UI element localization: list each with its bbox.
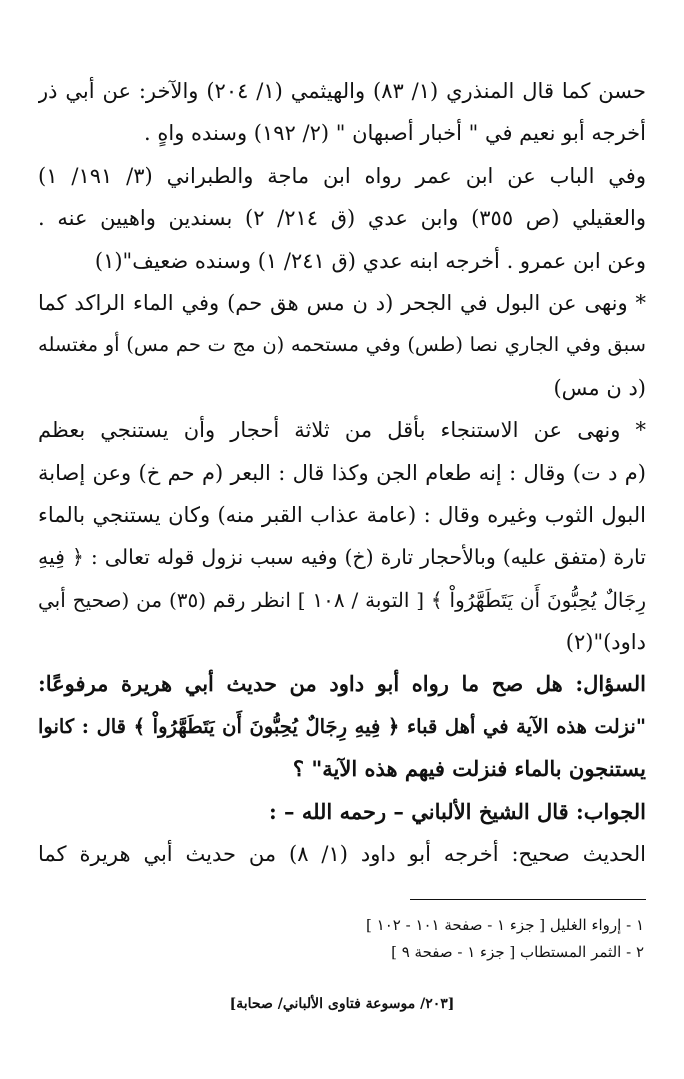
text-line: (م د ت) وقال : إنه طعام الجن وكذا قال : البعر (م حم خ) وعن إصابة xyxy=(38,460,646,485)
text-line: سبق وفي الجاري نصا (طس) وفي مستحمه (ن مج ت حم مس) أو مغتسله xyxy=(38,333,646,357)
text-line: "نزلت هذه الآية في أهل قباء ﴿ فِيهِ رِجَالٌ يُحِبُّونَ أَن يَتَطَهَّرُواْ ﴾ قال : كانوا xyxy=(38,714,646,738)
footnote: ١ - إرواء الغليل [ جزء ١ - صفحة ١٠١ - ١٠٢ ] xyxy=(366,916,644,934)
text-line: (د ن مس) xyxy=(553,375,646,400)
body-text xyxy=(38,70,646,875)
text-line: * ونهى عن الاستنجاء بأقل من ثلاثة أحجار وأن يستنجي بعظم xyxy=(38,418,646,443)
footnote-divider xyxy=(410,899,646,900)
page-footer: [٢٠٣/ موسوعة فتاوى الألباني/ صحابة] xyxy=(229,996,455,1012)
text-line: يستنجون بالماء فنزلت فيهم هذه الآية" ؟ xyxy=(292,756,646,782)
text-line: والعقيلي (ص ٣٥٥) وابن عدي (ق ٢١٤/ ٢) بسندين واهيين عنه . xyxy=(38,206,646,231)
text-line: السؤال: هل صح ما رواه أبو داود من حديث أبي هريرة مرفوعًا: xyxy=(38,671,646,697)
text-line: رِجَالٌ يُحِبُّونَ أَن يَتَطَهَّرُواْ ﴾ [ التوبة / ١٠٨ ] انظر رقم (٣٥) من (صحيح أبي xyxy=(38,587,646,612)
text-line: * ونهى عن البول في الجحر (د ن مس هق حم) وفي الماء الراكد كما xyxy=(38,290,646,315)
text-line: وفي الباب عن ابن عمر رواه ابن ماجة والطبراني (٣/ ١٩١/ ١) xyxy=(38,163,646,188)
footnotes xyxy=(44,912,644,966)
text-line: وعن ابن عمرو . أخرجه ابنه عدي (ق ٢٤١/ ١) وسنده ضعيف"(١) xyxy=(94,248,646,273)
text-line: تارة (متفق عليه) وبالأحجار تارة (خ) وفيه سبب نزول قوله تعالى : ﴿ فِيهِ xyxy=(38,545,646,570)
text-line: أخرجه أبو نعيم في " أخبار أصبهان " (٢/ ١٩٢) وسنده واهٍ . xyxy=(144,121,646,146)
text-line: الحديث صحيح: أخرجه أبو داود (١/ ٨) من حديث أبي هريرة كما xyxy=(38,842,646,867)
text-line: الجواب: قال الشيخ الألباني – رحمه الله – : xyxy=(268,798,646,824)
text-line: حسن كما قال المنذري (١/ ٨٣) والهيثمي (١/ ٢٠٤) والآخر: عن أبي ذر xyxy=(38,79,646,103)
text-line: البول الثوب وغيره وقال : (عامة عذاب القبر منه) وكان يستنجي بالماء xyxy=(38,502,646,527)
footnote: ٢ - الثمر المستطاب [ جزء ١ - صفحة ٩ ] xyxy=(391,943,644,961)
text-line: داود)"(٢) xyxy=(565,630,646,655)
